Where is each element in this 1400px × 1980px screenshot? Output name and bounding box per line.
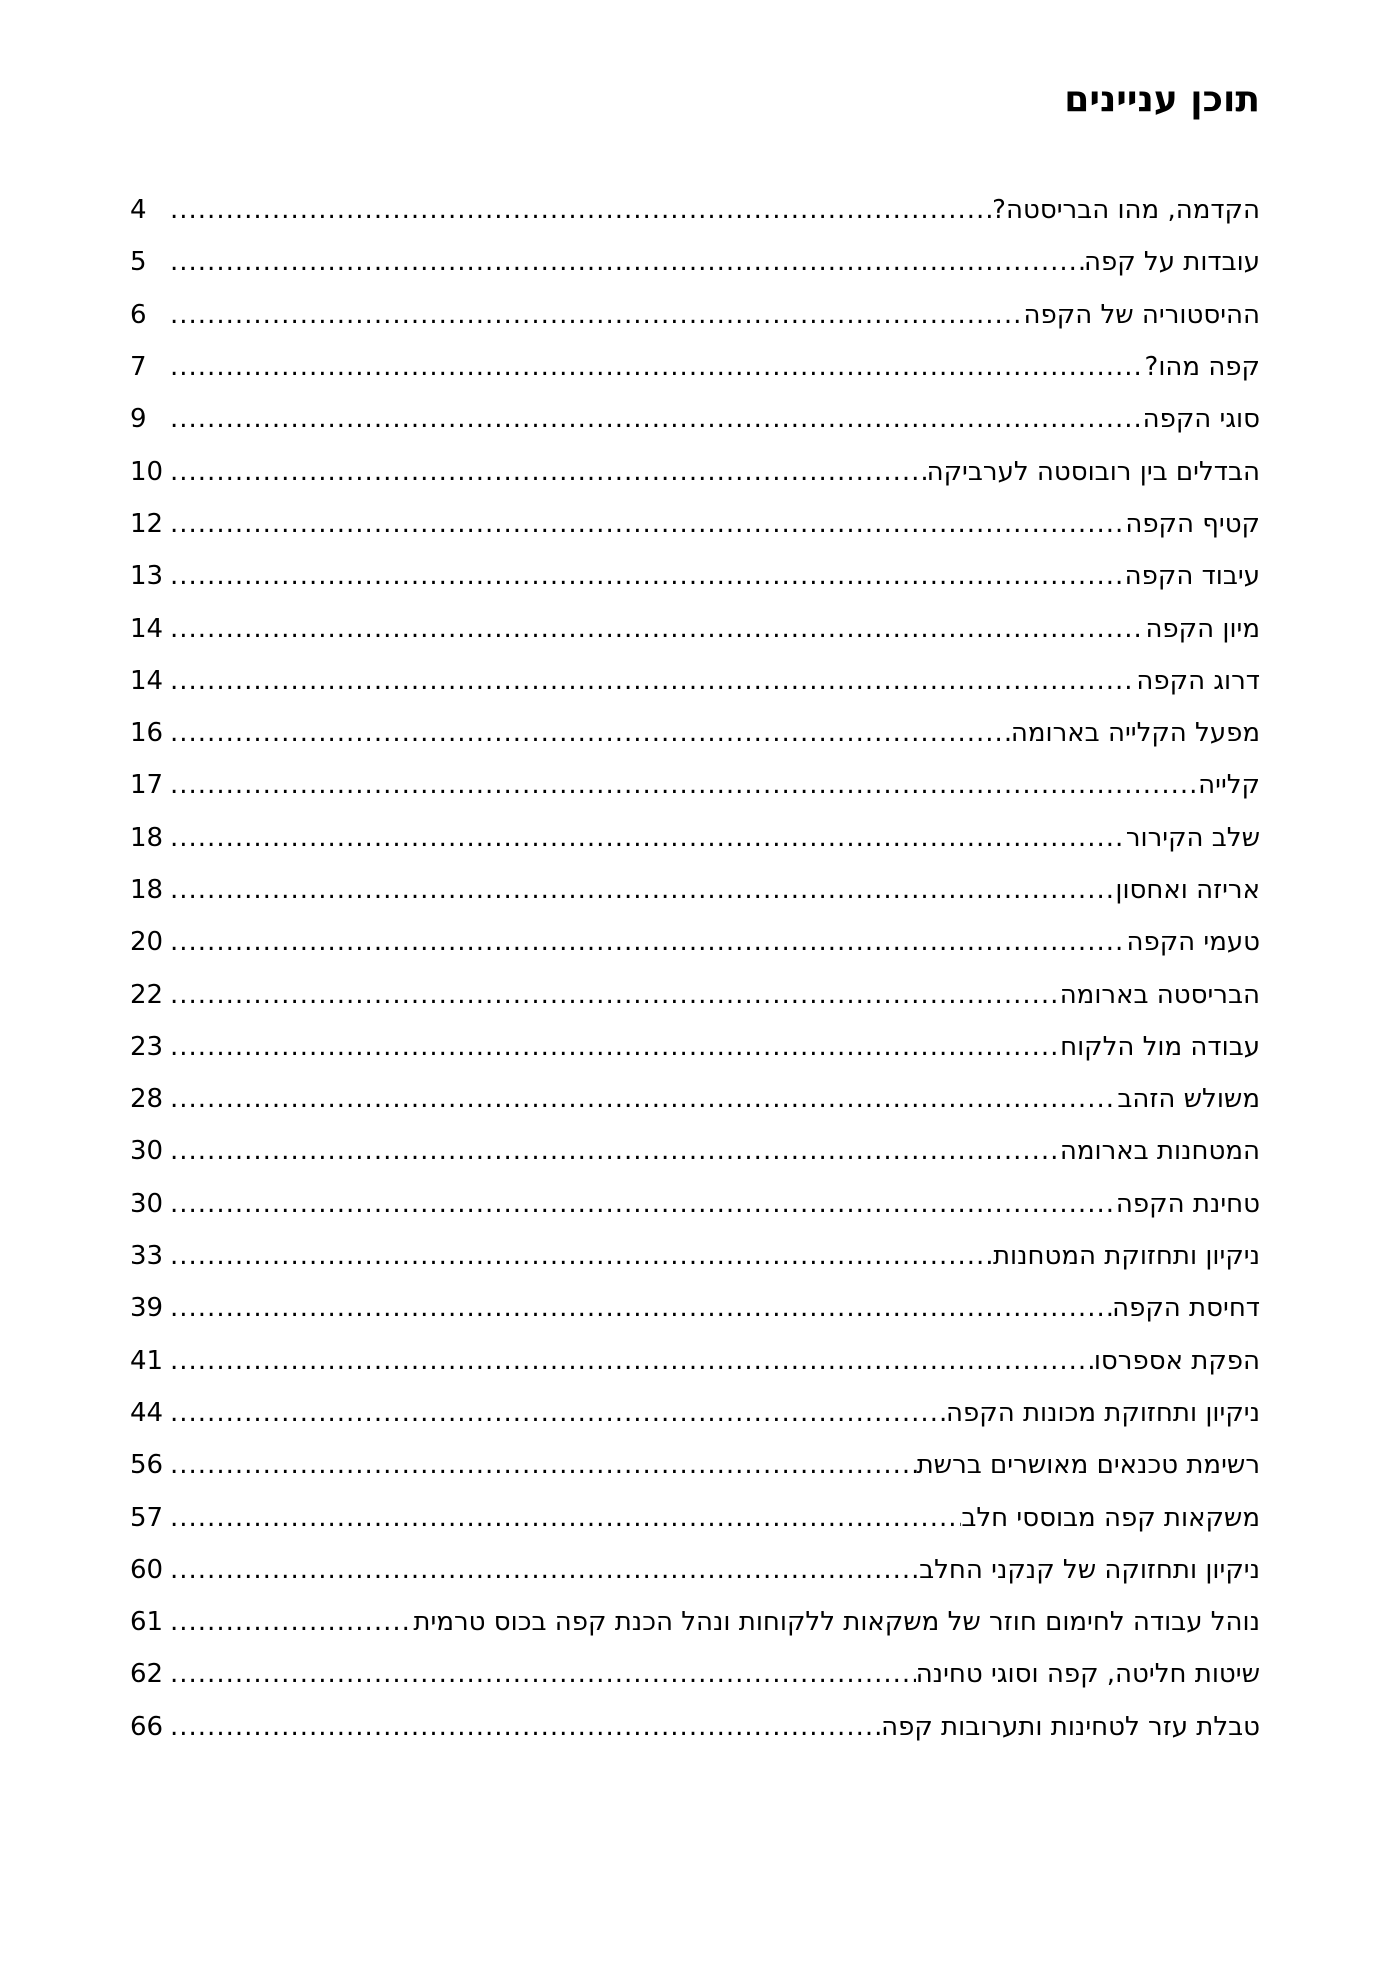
toc-entry-label: אריזה ואחסון [1115,875,1260,905]
toc-entry-label: נוהל עבודה לחימום חוזר של משקאות ללקוחות ונהל הכנת קפה בכוס טרמית [413,1607,1260,1638]
toc-dot-leader [170,929,1126,955]
toc-entry-page: 30 [130,1136,164,1167]
toc-entry-label: משולש הזהב [1117,1084,1260,1115]
toc-entry-label: מיון הקפה [1145,613,1260,644]
toc-entry-page: 20 [130,927,164,958]
toc-entry-page: 56 [130,1450,164,1481]
toc-entry-page: 44 [130,1397,164,1428]
toc-entry-page: 33 [130,1241,164,1272]
toc-entry [130,1230,1260,1282]
page-title: תוכן עניינים [1064,79,1260,120]
toc-entry-label: עובדות על קפה [1083,247,1260,278]
toc-dot-leader [170,511,1125,537]
toc-entry-label: ניקיון ותחזוקת מכונות הקפה [946,1397,1260,1428]
toc-dot-leader [170,1138,1060,1164]
toc-entry [130,341,1260,393]
toc-entry-label: משקאות קפה מבוססי חלב [961,1502,1260,1533]
toc-entry [130,1282,1260,1334]
toc-entry-page: 22 [130,979,164,1010]
toc-entry-label: טחינת הקפה [1115,1188,1260,1219]
toc-entry-label: סוגי הקפה [1142,404,1260,435]
toc-entry-page: 14 [130,613,164,644]
toc-entry-label: שלב הקירור [1125,822,1260,853]
toc-entry-label: המטחנות בארומה [1059,1136,1260,1167]
toc-dot-leader [170,563,1125,589]
toc-entry [130,602,1260,654]
toc-entry-label: טעמי הקפה [1126,927,1260,958]
toc-entry-label: קפה מהו? [1144,352,1260,383]
toc-entry-page: 17 [130,770,164,801]
toc-entry-label: שיטות חליטה, קפה וסוגי טחינה [915,1659,1260,1690]
toc-entry-page: 62 [130,1659,164,1690]
toc-entry-page: 7 [130,352,147,383]
toc-entry-page: 66 [130,1711,164,1742]
toc-dot-leader [170,1191,1116,1217]
toc-entry-page: 16 [130,718,164,749]
toc-dot-leader [170,459,927,485]
toc-entry-page: 12 [130,508,164,539]
toc-entry-label: קטיף הקפה [1125,508,1260,539]
toc-entry-label: הבדלים בין רובוסטה לערביקה [926,456,1260,487]
toc-entry [130,1178,1260,1230]
toc-entry [130,1544,1260,1596]
toc-dot-leader [170,1034,1060,1060]
toc-entry-page: 30 [130,1188,164,1219]
toc-entry [130,1335,1260,1387]
toc-dot-leader [170,1348,1094,1374]
toc-dot-leader [170,1557,919,1583]
toc-entry-label: דרוג הקפה [1136,665,1260,696]
toc-entry-page: 18 [130,822,164,853]
toc-dot-leader [170,877,1115,903]
toc-dot-leader [170,1400,946,1426]
toc-entry-page: 18 [130,875,164,905]
toc-entry [130,1387,1260,1439]
toc-entry-label: הפקת אספרסו [1093,1345,1260,1376]
toc-list [130,184,1260,1753]
toc-entry [130,1073,1260,1125]
toc-entry [130,550,1260,602]
toc-entry [130,1491,1260,1543]
toc-entry [130,1648,1260,1700]
toc-entry [130,236,1260,288]
toc-dot-leader [170,406,1143,432]
toc-entry [130,916,1260,968]
toc-entry-label: עיבוד הקפה [1124,561,1260,592]
toc-entry-page: 23 [130,1031,164,1062]
toc-entry [130,759,1260,811]
toc-entry-page: 9 [130,404,147,435]
toc-entry [130,968,1260,1020]
toc-dot-leader [170,354,1145,380]
toc-dot-leader [170,772,1198,798]
toc-entry-page: 57 [130,1502,164,1533]
toc-entry-label: ניקיון ותחזוקת המטחנות [992,1241,1260,1272]
toc-dot-leader [170,197,992,223]
toc-dot-leader [170,616,1145,642]
toc-dot-leader [170,1452,917,1478]
toc-entry [130,1701,1260,1753]
toc-dot-leader [170,720,1011,746]
toc-entry [130,655,1260,707]
toc-entry-label: מפעל הקלייה בארומה [1010,718,1260,749]
toc-entry-label: עבודה מול הלקוח [1060,1031,1260,1062]
toc-dot-leader [170,668,1136,694]
toc-entry-label: ההיסטוריה של הקפה [1023,299,1260,330]
toc-entry [130,1021,1260,1073]
toc-entry-page: 4 [130,195,147,226]
toc-entry-page: 60 [130,1554,164,1585]
toc-entry-label: דחיסת הקפה [1112,1293,1260,1324]
toc-entry-page: 14 [130,665,164,696]
toc-entry-label: ניקיון ותחזוקה של קנקני החלב [919,1554,1260,1585]
toc-dot-leader [170,249,1084,275]
toc-entry [130,864,1260,916]
toc-entry-page: 6 [130,299,147,330]
toc-dot-leader [170,1295,1112,1321]
toc-entry [130,1439,1260,1491]
toc-entry [130,1125,1260,1177]
toc-dot-leader [170,1086,1117,1112]
toc-entry-page: 5 [130,247,147,278]
toc-dot-leader [170,1243,993,1269]
toc-entry-label: הבריסטה בארומה [1059,979,1260,1010]
toc-entry [130,393,1260,445]
toc-entry [130,445,1260,497]
toc-dot-leader [170,302,1024,328]
toc-entry-page: 13 [130,561,164,592]
toc-entry [130,812,1260,864]
toc-entry-label: טבלת עזר לטחינות ותערובות קפה [881,1711,1260,1742]
toc-entry [130,498,1260,550]
toc-dot-leader [170,982,1060,1008]
toc-entry-page: 61 [130,1607,164,1638]
toc-dot-leader [170,825,1126,851]
toc-dot-leader [170,1505,961,1531]
toc-dot-leader [170,1661,916,1687]
toc-entry-label: הקדמה, מהו הבריסטה? [992,195,1260,226]
toc-entry-label: רשימת טכנאים מאושרים ברשת [916,1450,1260,1481]
toc-entry [130,707,1260,759]
toc-entry [130,1596,1260,1648]
toc-entry [130,289,1260,341]
toc-dot-leader [170,1609,413,1635]
toc-entry-page: 41 [130,1345,164,1376]
toc-entry-label: קלייה [1198,770,1260,801]
toc-entry [130,184,1260,236]
toc-entry-page: 10 [130,456,164,487]
toc-entry-page: 39 [130,1293,164,1324]
toc-dot-leader [170,1714,881,1740]
toc-entry-page: 28 [130,1084,164,1115]
